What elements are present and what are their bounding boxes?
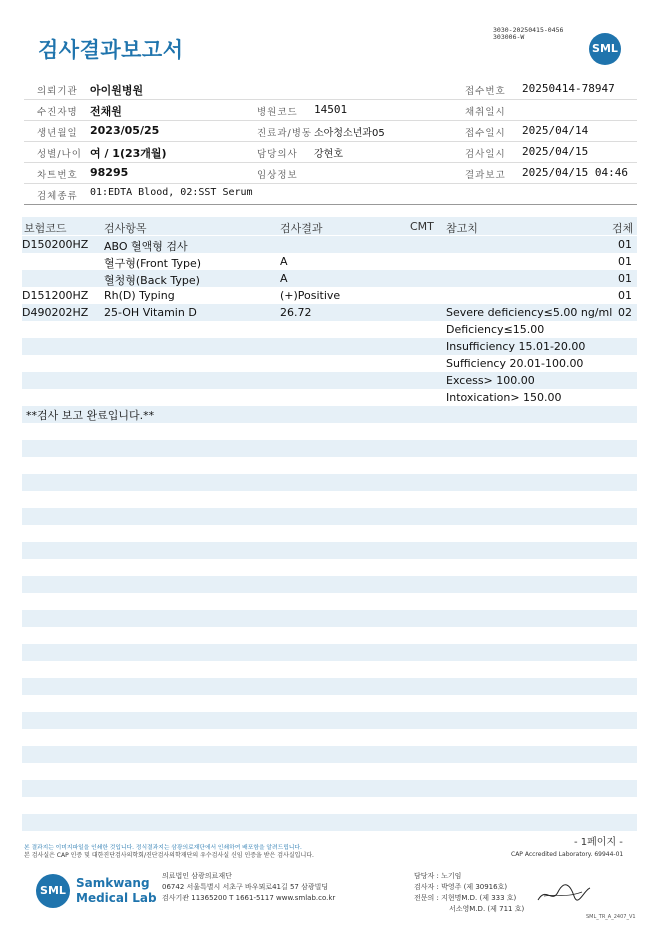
org-name: 의료법인 삼광의료재단: [162, 872, 232, 880]
row-code: D150200HZ: [22, 238, 89, 251]
row-specimen: 01: [618, 255, 632, 268]
row-stripe: [22, 644, 637, 661]
completion-note: **검사 보고 완료입니다.**: [26, 409, 155, 422]
dob-label: 생년월일: [37, 128, 78, 139]
receipt-no-value: 20250414-78947: [522, 82, 615, 95]
notice-1: 본 결과지는 이미지파일을 인쇄한 것입니다. 정식결과지는 삼광의료재단에서 인쇄하여 배포함을 알려드립니다.: [24, 845, 302, 851]
receipt-no-label: 접수번호: [465, 86, 506, 97]
org-address: 06742 서울특별시 서초구 바우뫼로41길 57 삼광빌딩: [162, 883, 329, 891]
row-code: D490202HZ: [22, 306, 89, 319]
col-ref: 참고치: [446, 222, 478, 235]
col-code: 보험코드: [24, 222, 67, 235]
dept-label: 진료과/병동: [257, 128, 313, 139]
row-specimen: 01: [618, 289, 632, 302]
clinical-label: 임상정보: [257, 170, 298, 181]
row-stripe: [22, 474, 637, 491]
row-specimen: 01: [618, 238, 632, 251]
report-code-2: 303006-W: [493, 33, 525, 41]
staff-2: 검사자 : 박영주 (제 30916호): [414, 883, 508, 891]
results-table-header: [22, 217, 637, 235]
sex-age-label: 성별/나이: [37, 149, 82, 160]
test-date-value: 2025/04/15: [522, 145, 589, 158]
hospital-label: 의뢰기관: [37, 86, 78, 97]
collect-date-label: 채취일시: [465, 107, 506, 118]
row-result: 26.72: [280, 306, 312, 319]
specimen-value: 01:EDTA Blood, 02:SST Serum: [90, 187, 253, 198]
row-ref: Excess> 100.00: [446, 374, 535, 387]
sex-age-value: 여 / 1(23개월): [90, 147, 167, 160]
dept-value: 소아청소년과05: [314, 128, 385, 139]
org-contact: 검사기관 11365200 T 1661-5117 www.smlab.co.kr: [162, 894, 336, 902]
staff-3: 전문의 : 지현명M.D. (제 333 호): [414, 894, 517, 902]
notice-2: 본 검사실은 CAP 인증 및 대한진단검사의학회/진단검사의학재단의 우수검사실 신임 인증을 받은 검사실입니다.: [24, 852, 314, 859]
page-title: 검사결과보고서: [38, 38, 184, 62]
info-row-5: [24, 163, 637, 184]
info-row-3: [24, 121, 637, 142]
row-item: ABO 혈액형 검사: [104, 240, 188, 253]
row-item: 25-OH Vitamin D: [104, 306, 197, 319]
sml-logo: SML: [589, 33, 621, 65]
chart-no-value: 98295: [90, 166, 129, 179]
receipt-date-label: 접수일시: [465, 128, 506, 139]
specimen-label: 검체종류: [37, 191, 78, 202]
row-result: A: [280, 272, 288, 285]
report-date-value: 2025/04/15 04:46: [522, 166, 628, 179]
row-specimen: 01: [618, 272, 632, 285]
info-row-4: [24, 142, 637, 163]
col-specimen: 검체: [612, 222, 634, 235]
col-cmt: CMT: [410, 220, 434, 233]
form-code: SML_TR_A_2407_V1: [586, 914, 636, 920]
logo-text-1: Samkwang: [76, 876, 150, 890]
info-row-1: [24, 79, 637, 100]
row-item: Rh(D) Typing: [104, 289, 175, 302]
info-row-2: [24, 100, 637, 121]
info-row-6: [24, 184, 637, 205]
row-result: A: [280, 255, 288, 268]
row-stripe: [22, 508, 637, 525]
hospital-code-label: 병원코드: [257, 107, 298, 118]
row-stripe: [22, 542, 637, 559]
row-stripe: [22, 712, 637, 729]
row-stripe: [22, 678, 637, 695]
hospital-value: 아이원병원: [90, 84, 144, 97]
row-ref: Insufficiency 15.01-20.00: [446, 340, 586, 353]
page-number: - 1페이지 -: [574, 837, 623, 848]
row-item: 혈구형(Front Type): [104, 257, 202, 270]
signature-icon: [536, 880, 592, 908]
row-stripe: [22, 372, 637, 389]
row-stripe: [22, 576, 637, 593]
dob-value: 2023/05/25: [90, 124, 160, 137]
staff-4: 서소영M.D. (제 711 호): [449, 905, 525, 913]
row-stripe: [22, 814, 637, 831]
footer-logo: SML: [36, 874, 70, 908]
row-ref: Deficiency≤15.00: [446, 323, 545, 336]
report-code-1: 3030-20250415-0456: [493, 26, 564, 34]
row-result: (+)Positive: [280, 289, 341, 302]
patient-value: 전채원: [90, 105, 122, 118]
col-item: 검사항목: [104, 222, 147, 235]
row-ref: Intoxication> 150.00: [446, 391, 562, 404]
test-date-label: 검사일시: [465, 149, 506, 160]
row-item: 혈청형(Back Type): [104, 274, 200, 287]
doctor-value: 강현호: [314, 149, 343, 160]
hospital-code-value: 14501: [314, 103, 348, 116]
row-code: D151200HZ: [22, 289, 89, 302]
row-stripe: [22, 440, 637, 457]
report-date-label: 결과보고: [465, 170, 506, 181]
row-ref: Severe deficiency≤5.00 ng/ml: [446, 306, 613, 319]
row-stripe: [22, 610, 637, 627]
receipt-date-value: 2025/04/14: [522, 124, 589, 137]
staff-1: 담당자 : 노기임: [414, 872, 462, 880]
col-result: 검사결과: [280, 222, 323, 235]
chart-no-label: 차트번호: [37, 170, 78, 181]
row-ref: Sufficiency 20.01-100.00: [446, 357, 584, 370]
patient-label: 수진자명: [37, 107, 78, 118]
doctor-label: 담당의사: [257, 149, 298, 160]
row-stripe: [22, 746, 637, 763]
row-specimen: 02: [618, 306, 632, 319]
cap-accreditation: CAP Accredited Laboratory. 69944-01: [511, 851, 624, 858]
row-stripe: [22, 780, 637, 797]
logo-text-2: Medical Lab: [76, 891, 157, 905]
